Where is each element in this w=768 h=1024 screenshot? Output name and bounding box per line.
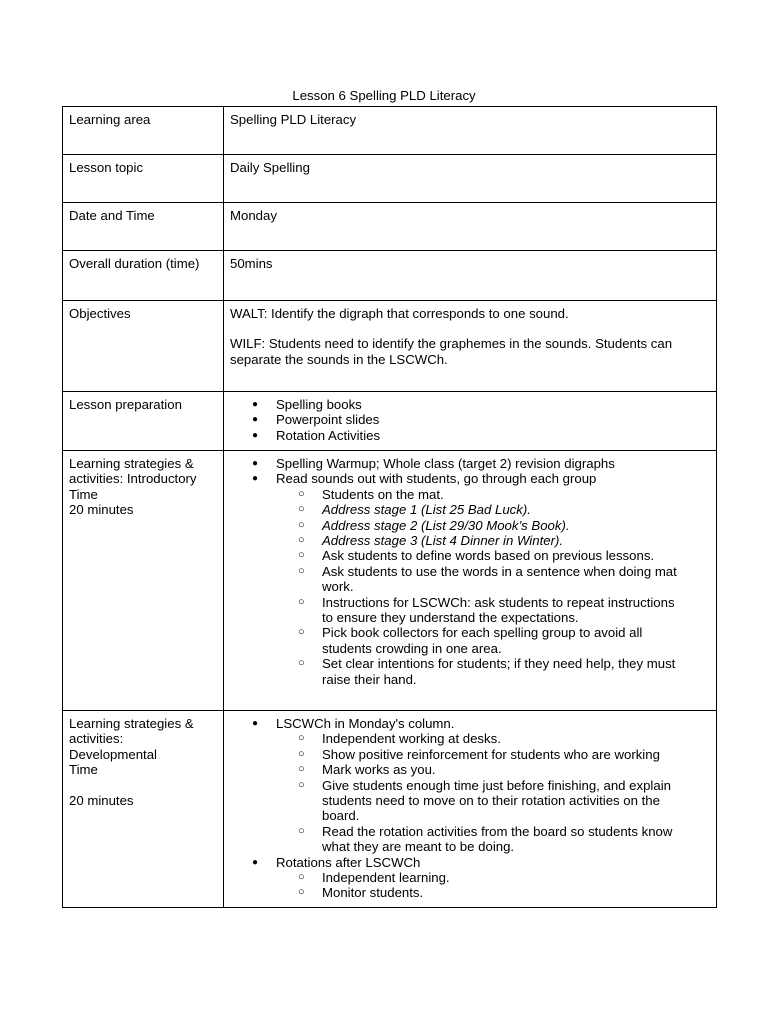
sub-list-item: ○ Independent working at desks. — [230, 731, 710, 746]
sub-list-item: ○ Students on the mat. — [230, 487, 710, 502]
objectives-cell — [224, 301, 717, 392]
row-label — [63, 451, 224, 711]
sub-list-item: ○ Monitor students. — [230, 885, 710, 900]
sub-list-item: ○ Address stage 1 (List 25 Bad Luck). — [230, 502, 710, 517]
label-line: Learning strategies & — [69, 456, 194, 471]
row-label: Learning area — [63, 107, 224, 155]
label-line: Developmental — [69, 746, 157, 762]
wilf-text: WILF: Students need to identify the graphemes in the sounds. Students can — [230, 336, 673, 352]
intro-cell — [224, 451, 717, 711]
preparation-list — [230, 397, 710, 443]
sub-list-item: ○ Pick book collectors for each spelling group to avoid all students crowding in one area. — [230, 625, 710, 656]
table-row — [63, 107, 717, 155]
list-item: ● LSCWCh in Monday's column. — [230, 716, 710, 731]
dev-cell — [224, 711, 717, 908]
row-label: Objectives — [63, 301, 224, 392]
label-line: 20 minutes — [69, 792, 134, 808]
list-item: ● Spelling Warmup; Whole class (target 2) revision digraphs — [230, 456, 710, 471]
label-line: 20 minutes — [69, 502, 134, 518]
list-item: ● Rotation Activities — [230, 428, 710, 443]
label-line: Learning strategies & — [69, 716, 194, 731]
sub-list-item: ○ Independent learning. — [230, 870, 710, 885]
row-label: Overall duration (time) — [63, 251, 224, 301]
row-value: 50mins — [224, 251, 717, 301]
label-line: Time — [69, 486, 98, 502]
list-item: ● Spelling books — [230, 397, 710, 412]
intro-list — [230, 456, 710, 687]
sub-list-item: ○ Instructions for LSCWCh: ask students to repeat instructions to ensure they understand the expectations. — [230, 595, 710, 626]
lesson-plan-table — [62, 106, 717, 908]
table-row — [63, 301, 717, 392]
list-item: ● Read sounds out with students, go through each group — [230, 471, 710, 486]
row-value: Monday — [224, 203, 717, 251]
list-item: ● Powerpoint slides — [230, 412, 710, 427]
preparation-cell — [224, 392, 717, 451]
row-label: Lesson topic — [63, 155, 224, 203]
table-row — [63, 392, 717, 451]
walt-text: WALT: Identify the digraph that corresponds to one sound. — [230, 306, 569, 321]
table-row — [63, 203, 717, 251]
label-line: Time — [69, 762, 98, 778]
sub-list-item: ○ Show positive reinforcement for students who are working — [230, 747, 710, 762]
table-row — [63, 451, 717, 711]
sub-list-item: ○ Set clear intentions for students; if they need help, they must raise their hand. — [230, 656, 710, 687]
row-value: Daily Spelling — [224, 155, 717, 203]
label-line: activities: — [69, 731, 124, 747]
row-label: Date and Time — [63, 203, 224, 251]
table-row — [63, 155, 717, 203]
sub-list-item: ○ Read the rotation activities from the board so students know what they are meant to be doing. — [230, 824, 710, 855]
table-row — [63, 711, 717, 908]
dev-list — [230, 716, 710, 901]
sub-list-item: ○ Address stage 2 (List 29/30 Mook’s Book). — [230, 518, 710, 533]
row-label — [63, 711, 224, 908]
sub-list-item: ○ Mark works as you. — [230, 762, 710, 777]
page-title: Lesson 6 Spelling PLD Literacy — [292, 88, 476, 103]
sub-list-item: ○ Address stage 3 (List 4 Dinner in Winter). — [230, 533, 710, 548]
sub-list-item: ○ Ask students to define words based on previous lessons. — [230, 548, 710, 563]
table-row — [63, 251, 717, 301]
wilf-text-cont: separate the sounds in the LSCWCh. — [230, 351, 448, 367]
row-value: Spelling PLD Literacy — [224, 107, 717, 155]
sub-list-item: ○ Ask students to use the words in a sentence when doing mat work. — [230, 564, 710, 595]
list-item: ● Rotations after LSCWCh — [230, 855, 710, 870]
label-line: activities: Introductory — [69, 471, 197, 487]
sub-list-item: ○ Give students enough time just before finishing, and explain students need to move on to their rotation activities on the board. — [230, 778, 710, 824]
row-label: Lesson preparation — [63, 392, 224, 451]
